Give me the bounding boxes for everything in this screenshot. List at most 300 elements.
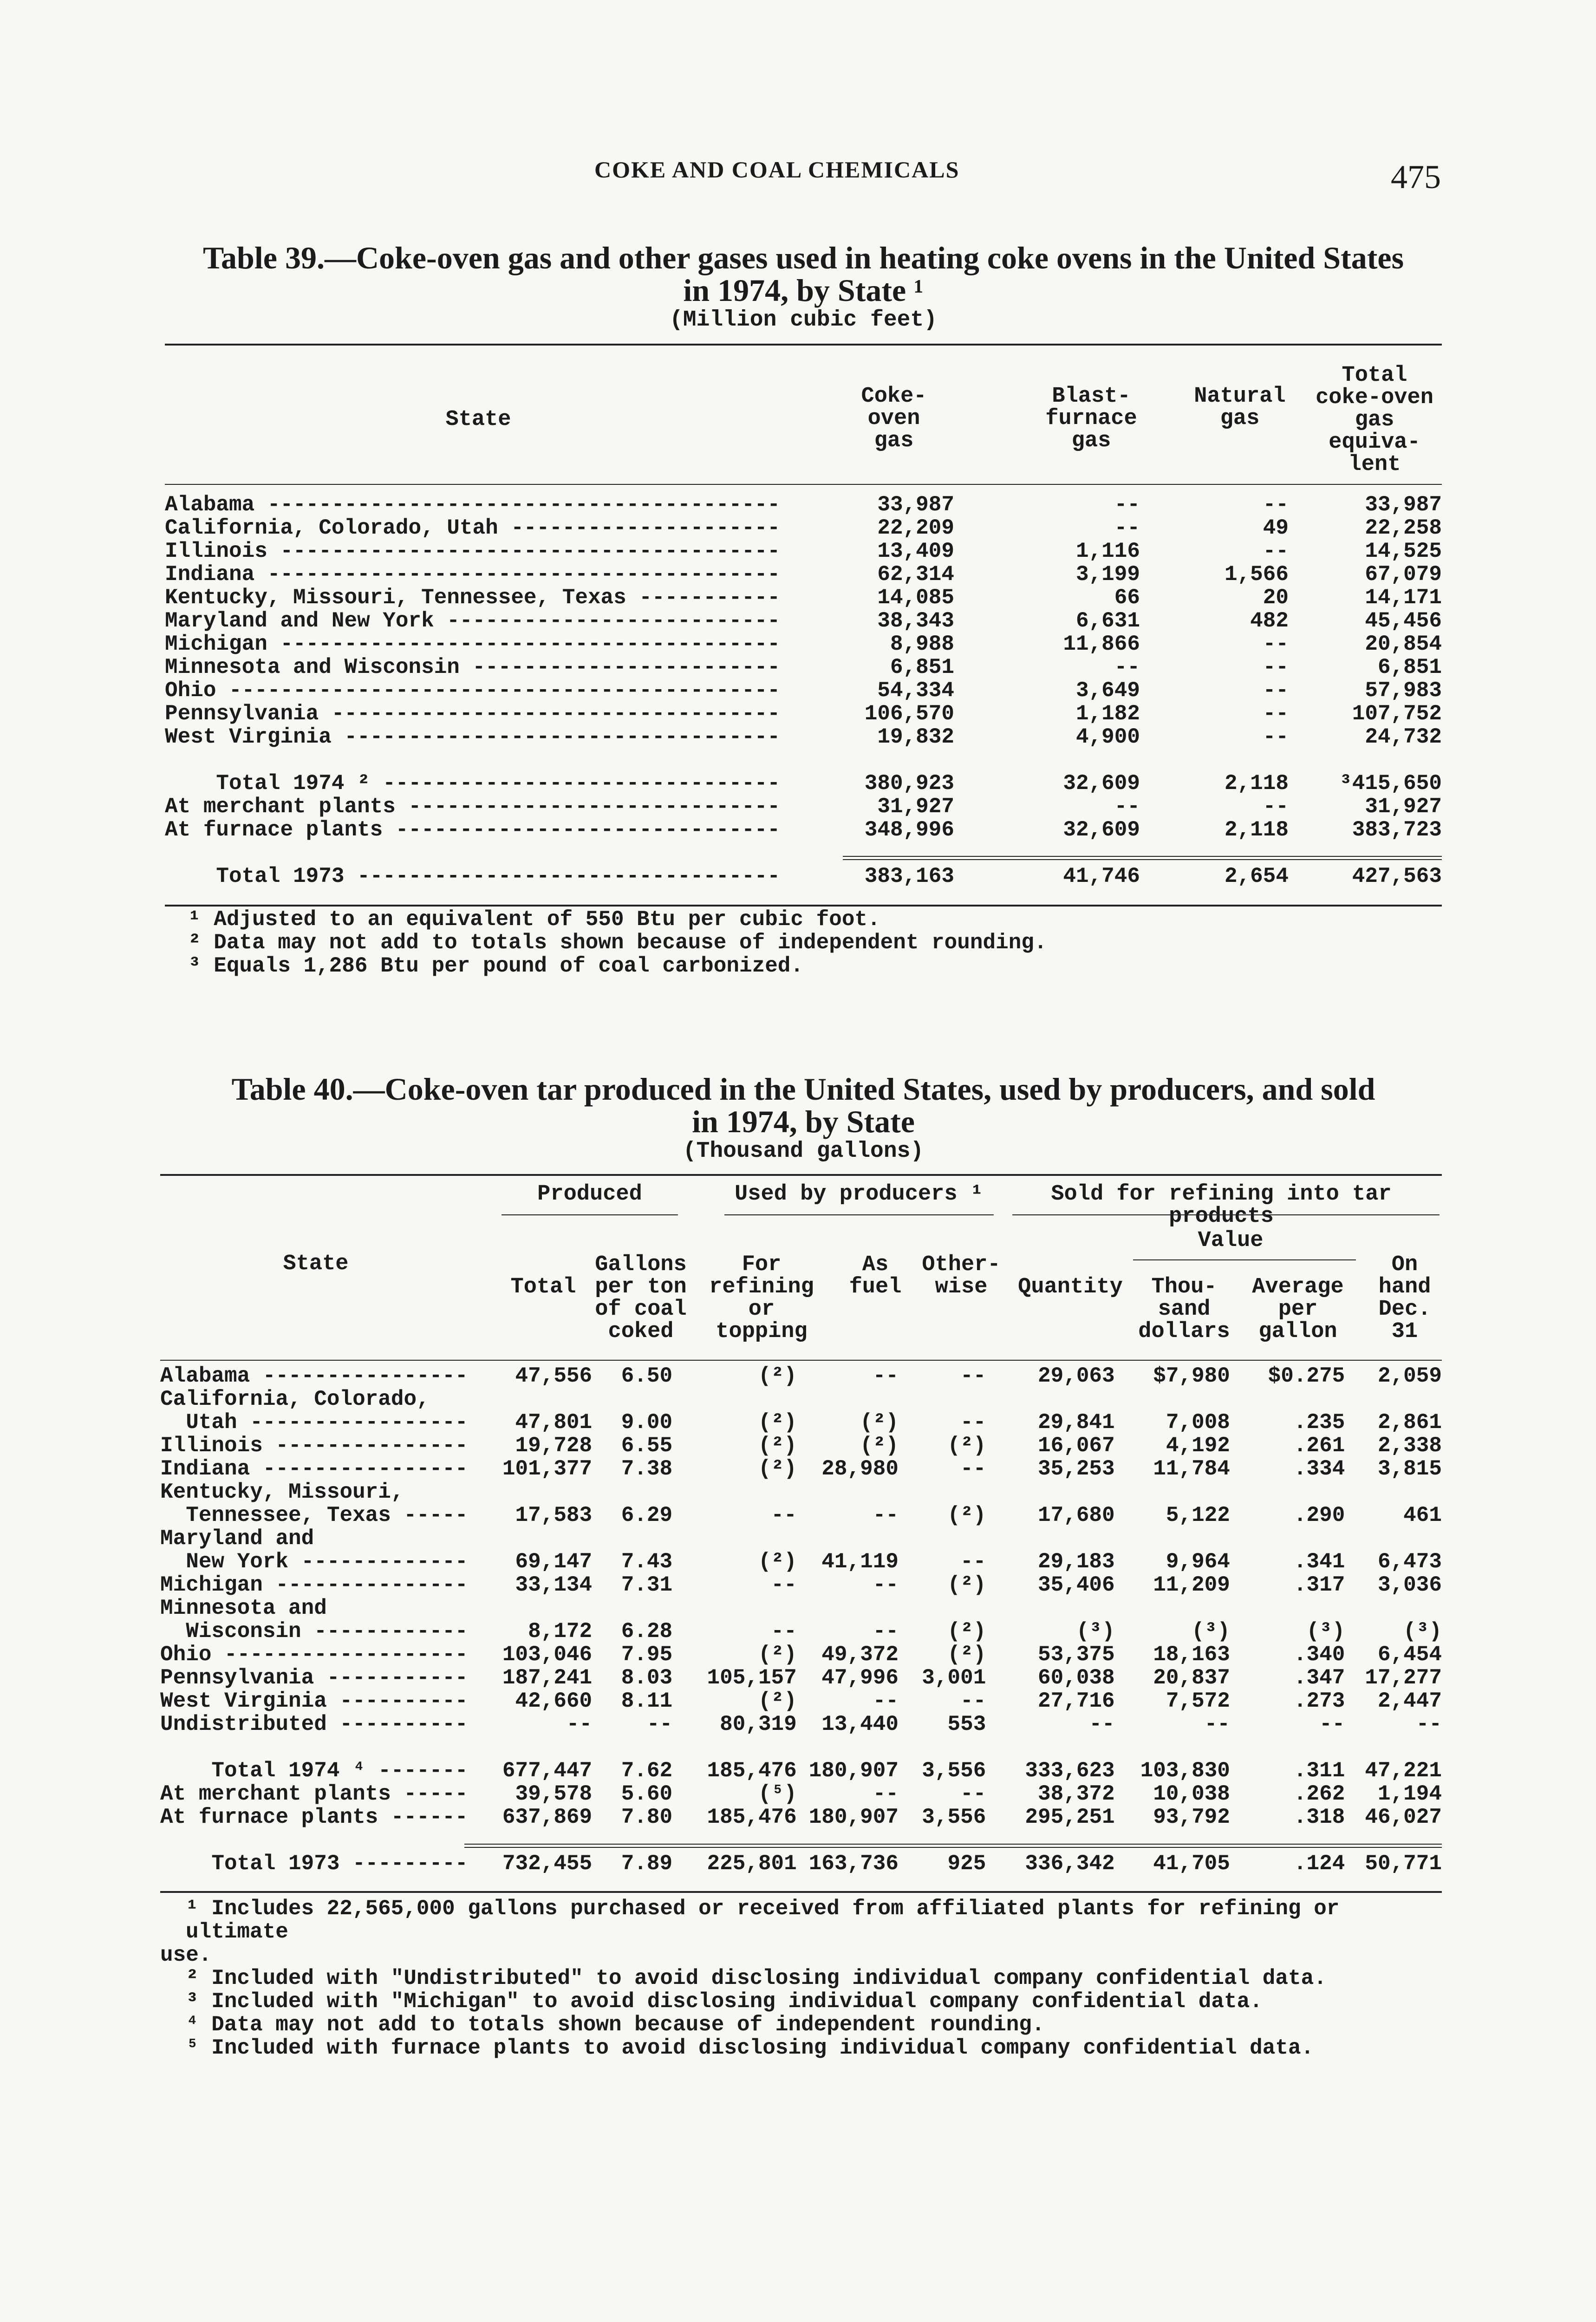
t40-used-underline bbox=[724, 1214, 994, 1215]
table40-top-rule bbox=[160, 1174, 1442, 1176]
cell-coke-oven: 383,163 bbox=[864, 864, 954, 888]
cell-gallons bbox=[592, 1388, 672, 1411]
row-label: Pennsylvania ----------------------------------- bbox=[165, 702, 781, 725]
cell-blast-furnace: -- bbox=[1114, 655, 1140, 679]
cell-average: .318 bbox=[1293, 1805, 1345, 1829]
cell-blast-furnace: -- bbox=[1114, 516, 1140, 540]
cell-natural: -- bbox=[1263, 725, 1289, 749]
table40-row bbox=[160, 1481, 1442, 1504]
table39-title-line2: in 1974, by State ¹ bbox=[683, 273, 924, 308]
table40-row bbox=[160, 1411, 1442, 1434]
table39-row bbox=[165, 563, 1442, 586]
row-label: Utah ----------------- bbox=[160, 1411, 468, 1434]
cell-otherwise bbox=[899, 1597, 986, 1620]
t39-footnote-1: ¹ Adjusted to an equivalent of 550 Btu per cubic foot. bbox=[188, 907, 880, 932]
cell-average bbox=[1230, 1388, 1345, 1411]
row-label: Alabama ---------------- bbox=[160, 1364, 468, 1388]
cell-total: 57,983 bbox=[1365, 678, 1442, 703]
t39-col-blast-furnace: Blast- furnace gas bbox=[1045, 384, 1137, 453]
row-label: West Virginia ---------------------------------- bbox=[165, 725, 781, 749]
table40-row bbox=[160, 1388, 1442, 1411]
cell-otherwise: 3,556 bbox=[922, 1759, 986, 1783]
cell-fuel bbox=[797, 1527, 899, 1550]
table40-row bbox=[160, 1527, 1442, 1550]
cell-quantity: 17,680 bbox=[1038, 1503, 1115, 1527]
cell-blast-furnace: 3,199 bbox=[1075, 562, 1140, 587]
table39-row bbox=[165, 516, 1442, 540]
cell-gallons: 7.62 bbox=[621, 1759, 673, 1783]
cell-fuel: -- bbox=[873, 1364, 899, 1388]
cell-on-hand: 6,454 bbox=[1377, 1643, 1442, 1667]
cell-on-hand: (³) bbox=[1403, 1619, 1442, 1644]
cell-average: .334 bbox=[1293, 1457, 1345, 1481]
cell-on-hand: 2,447 bbox=[1377, 1689, 1442, 1713]
cell-refining: (²) bbox=[758, 1550, 797, 1574]
cell-fuel: (²) bbox=[860, 1434, 899, 1458]
cell-total: 14,171 bbox=[1365, 586, 1442, 610]
table39-footnotes bbox=[188, 908, 1047, 978]
table39-title-line1: Table 39.—Coke-oven gas and other gases used in heating coke ovens in the United States bbox=[202, 240, 1404, 275]
row-label: Wisconsin ------------ bbox=[160, 1620, 468, 1643]
cell-fuel: -- bbox=[873, 1782, 899, 1806]
table40-total-row bbox=[160, 1806, 1442, 1829]
row-label: Ohio ------------------------------------------- bbox=[165, 679, 781, 702]
cell-total: 427,563 bbox=[1352, 864, 1442, 888]
cell-refining bbox=[672, 1527, 797, 1550]
cell-refining: -- bbox=[771, 1573, 797, 1597]
cell-total: 22,258 bbox=[1365, 516, 1442, 540]
row-label: Total 1974 ² ------------------------------- bbox=[165, 772, 781, 795]
cell-gallons: 7.43 bbox=[621, 1550, 673, 1574]
row-spacer bbox=[160, 1736, 1442, 1759]
cell-on-hand: 2,338 bbox=[1377, 1434, 1442, 1458]
table40-row bbox=[160, 1597, 1442, 1620]
cell-average: .262 bbox=[1293, 1782, 1345, 1806]
t40-footnote-4: ⁴ Data may not add to totals shown because of independent rounding. bbox=[186, 2013, 1045, 2037]
cell-coke-oven: 13,409 bbox=[877, 539, 954, 563]
t40-footnote-1-cont: use. bbox=[160, 1943, 212, 1967]
cell-total: 20,854 bbox=[1365, 632, 1442, 656]
cell-thousand: 11,209 bbox=[1153, 1573, 1230, 1597]
cell-gallons: 6.50 bbox=[621, 1364, 673, 1388]
t40-footnote-3: ³ Included with "Michigan" to avoid disclosing individual company confidential data. bbox=[186, 1989, 1263, 2014]
row-label: Illinois --------------------------------------- bbox=[165, 540, 781, 563]
table39-row bbox=[165, 679, 1442, 702]
row-label: Pennsylvania ----------- bbox=[160, 1666, 468, 1689]
cell-total: 67,079 bbox=[1365, 562, 1442, 587]
row-label: West Virginia ---------- bbox=[160, 1689, 468, 1713]
table40-row bbox=[160, 1643, 1442, 1666]
cell-natural: -- bbox=[1263, 795, 1289, 819]
row-label: Michigan --------------- bbox=[160, 1573, 468, 1597]
cell-fuel: 163,736 bbox=[808, 1852, 899, 1876]
cell-coke-oven: 348,996 bbox=[864, 818, 954, 842]
cell-otherwise: (²) bbox=[947, 1573, 986, 1597]
t40-col-fuel: As fuel bbox=[849, 1252, 902, 1299]
cell-thousand: 7,008 bbox=[1166, 1410, 1230, 1435]
cell-average: .341 bbox=[1293, 1550, 1345, 1574]
table40-footnotes bbox=[160, 1897, 1442, 2060]
cell-fuel bbox=[797, 1597, 899, 1620]
cell-fuel: -- bbox=[873, 1503, 899, 1527]
t39-col-state: State bbox=[445, 407, 511, 432]
cell-fuel: 49,372 bbox=[821, 1643, 899, 1667]
cell-natural: 1,566 bbox=[1224, 562, 1289, 587]
cell-refining bbox=[672, 1481, 797, 1504]
cell-thousand: 11,784 bbox=[1153, 1457, 1230, 1481]
cell-average: .340 bbox=[1293, 1643, 1345, 1667]
cell-total: 47,556 bbox=[515, 1364, 593, 1388]
t39-col-natural: Natural gas bbox=[1194, 384, 1286, 431]
table40-row bbox=[160, 1434, 1442, 1457]
t40-col-state: State bbox=[283, 1252, 349, 1276]
cell-refining: (²) bbox=[758, 1364, 797, 1388]
row-label: At merchant plants ----- bbox=[160, 1782, 468, 1806]
cell-blast-furnace: 32,609 bbox=[1063, 818, 1140, 842]
table39-units: (Million cubic feet) bbox=[669, 307, 938, 333]
cell-coke-oven: 54,334 bbox=[877, 678, 954, 703]
cell-gallons bbox=[592, 1597, 672, 1620]
table39-total-row bbox=[165, 818, 1442, 841]
row-label: Total 1973 --------- bbox=[160, 1852, 468, 1875]
table40-units: (Thousand gallons) bbox=[683, 1139, 924, 1164]
cell-total: 42,660 bbox=[515, 1689, 593, 1713]
table39-total-1973-row bbox=[165, 865, 1442, 888]
cell-on-hand bbox=[1345, 1388, 1442, 1411]
cell-total: 6,851 bbox=[1377, 655, 1442, 679]
cell-blast-furnace: 1,116 bbox=[1075, 539, 1140, 563]
row-label: Total 1973 --------------------------------- bbox=[165, 865, 781, 888]
cell-fuel: -- bbox=[873, 1573, 899, 1597]
cell-on-hand bbox=[1345, 1527, 1442, 1550]
cell-thousand: 10,038 bbox=[1153, 1782, 1230, 1806]
cell-otherwise: (²) bbox=[947, 1619, 986, 1644]
cell-gallons: 8.03 bbox=[621, 1666, 673, 1690]
cell-quantity bbox=[986, 1527, 1114, 1550]
t40-col-quantity: Quantity bbox=[1018, 1275, 1123, 1299]
row-label: Maryland and New York -------------------------- bbox=[165, 609, 781, 633]
cell-fuel bbox=[797, 1481, 899, 1504]
cell-otherwise bbox=[899, 1527, 986, 1550]
row-label: Indiana ---------------- bbox=[160, 1457, 468, 1481]
cell-average: -- bbox=[1319, 1712, 1345, 1736]
cell-gallons: 7.89 bbox=[621, 1852, 673, 1876]
cell-coke-oven: 6,851 bbox=[890, 655, 954, 679]
t40-col-average: Average per gallon bbox=[1252, 1275, 1344, 1344]
cell-total: 14,525 bbox=[1365, 539, 1442, 563]
table39-body bbox=[165, 493, 1442, 888]
cell-fuel: 180,907 bbox=[808, 1805, 899, 1829]
cell-blast-furnace: 3,649 bbox=[1075, 678, 1140, 703]
cell-quantity: 38,372 bbox=[1038, 1782, 1115, 1806]
cell-coke-oven: 380,923 bbox=[864, 771, 954, 796]
cell-thousand: 103,830 bbox=[1140, 1759, 1230, 1783]
cell-thousand: 9,964 bbox=[1166, 1550, 1230, 1574]
row-label: At furnace plants ------------------------------ bbox=[165, 818, 781, 841]
cell-fuel: (²) bbox=[860, 1410, 899, 1435]
row-label: Illinois --------------- bbox=[160, 1434, 468, 1457]
cell-natural: -- bbox=[1263, 539, 1289, 563]
cell-natural: -- bbox=[1263, 702, 1289, 726]
cell-otherwise bbox=[899, 1388, 986, 1411]
cell-quantity: 333,623 bbox=[1025, 1759, 1115, 1783]
cell-otherwise: 3,001 bbox=[922, 1666, 986, 1690]
cell-refining: (²) bbox=[758, 1689, 797, 1713]
cell-average: .124 bbox=[1293, 1852, 1345, 1876]
cell-on-hand: 47,221 bbox=[1365, 1759, 1442, 1783]
t40-col-otherwise: Other- wise bbox=[922, 1252, 1001, 1299]
cell-natural: 2,654 bbox=[1224, 864, 1289, 888]
table40-title-line1: Table 40.—Coke-oven tar produced in the United States, used by producers, and sold bbox=[231, 1071, 1375, 1107]
cell-blast-furnace: -- bbox=[1114, 795, 1140, 819]
cell-fuel: -- bbox=[873, 1619, 899, 1644]
row-label: Minnesota and bbox=[160, 1597, 327, 1620]
cell-gallons bbox=[592, 1527, 672, 1550]
cell-natural: 20 bbox=[1263, 586, 1289, 610]
row-spacer bbox=[160, 1829, 1442, 1852]
cell-total: 47,801 bbox=[515, 1410, 593, 1435]
table40-row bbox=[160, 1620, 1442, 1643]
table40-row bbox=[160, 1713, 1442, 1736]
row-label: Michigan --------------------------------------- bbox=[165, 633, 781, 656]
table40-total-rule bbox=[464, 1844, 1442, 1845]
cell-otherwise: -- bbox=[960, 1550, 986, 1574]
cell-quantity: 16,067 bbox=[1038, 1434, 1115, 1458]
cell-gallons: -- bbox=[646, 1712, 673, 1736]
cell-natural: 482 bbox=[1250, 609, 1289, 633]
cell-fuel bbox=[797, 1388, 899, 1411]
t40-value-underline bbox=[1133, 1259, 1356, 1260]
t40-footnote-1: ¹ Includes 22,565,000 gallons purchased or received from affiliated plants for refining or ultimate bbox=[186, 1897, 1340, 1944]
cell-otherwise: -- bbox=[960, 1410, 986, 1435]
cell-total: 187,241 bbox=[502, 1666, 593, 1690]
cell-thousand: 93,792 bbox=[1153, 1805, 1230, 1829]
cell-fuel: 47,996 bbox=[821, 1666, 899, 1690]
cell-refining: (²) bbox=[758, 1434, 797, 1458]
cell-on-hand: 2,861 bbox=[1377, 1410, 1442, 1435]
table39-row bbox=[165, 586, 1442, 609]
cell-total: 17,583 bbox=[515, 1503, 593, 1527]
cell-coke-oven: 8,988 bbox=[890, 632, 954, 656]
cell-refining bbox=[672, 1388, 797, 1411]
table39-row bbox=[165, 633, 1442, 656]
cell-otherwise bbox=[899, 1481, 986, 1504]
cell-thousand: -- bbox=[1204, 1712, 1230, 1736]
cell-total bbox=[468, 1481, 593, 1504]
cell-natural: -- bbox=[1263, 493, 1289, 517]
cell-coke-oven: 33,987 bbox=[877, 493, 954, 517]
t40-col-total: Total bbox=[510, 1275, 576, 1299]
cell-coke-oven: 22,209 bbox=[877, 516, 954, 540]
cell-refining: 185,476 bbox=[707, 1805, 797, 1829]
cell-on-hand: 17,277 bbox=[1365, 1666, 1442, 1690]
cell-natural: -- bbox=[1263, 632, 1289, 656]
row-label: Kentucky, Missouri, Tennessee, Texas ----------- bbox=[165, 586, 781, 609]
table39-bottom-rule bbox=[165, 905, 1442, 907]
cell-otherwise: -- bbox=[960, 1782, 986, 1806]
row-label: New York ------------- bbox=[160, 1550, 468, 1573]
table40-bottom-rule bbox=[160, 1891, 1442, 1893]
cell-thousand: 4,192 bbox=[1166, 1434, 1230, 1458]
cell-quantity bbox=[986, 1597, 1114, 1620]
row-label: Minnesota and Wisconsin ------------------------ bbox=[165, 656, 781, 679]
cell-thousand: 7,572 bbox=[1166, 1689, 1230, 1713]
cell-on-hand: 2,059 bbox=[1377, 1364, 1442, 1388]
cell-total: 19,728 bbox=[515, 1434, 593, 1458]
cell-on-hand: 3,815 bbox=[1377, 1457, 1442, 1481]
row-label: Total 1974 ⁴ ------- bbox=[160, 1759, 468, 1782]
cell-refining: (²) bbox=[758, 1410, 797, 1435]
table39-total-rule-2 bbox=[843, 859, 1442, 860]
cell-on-hand: 1,194 bbox=[1377, 1782, 1442, 1806]
cell-otherwise: 925 bbox=[947, 1852, 986, 1876]
table40-row bbox=[160, 1364, 1442, 1388]
cell-on-hand: -- bbox=[1416, 1712, 1442, 1736]
cell-fuel: 13,440 bbox=[821, 1712, 899, 1736]
cell-total: 24,732 bbox=[1365, 725, 1442, 749]
row-spacer bbox=[165, 749, 1442, 772]
cell-average: .235 bbox=[1293, 1410, 1345, 1435]
cell-quantity: 27,716 bbox=[1038, 1689, 1115, 1713]
cell-total: 383,723 bbox=[1352, 818, 1442, 842]
cell-on-hand: 6,473 bbox=[1377, 1550, 1442, 1574]
cell-blast-furnace: 4,900 bbox=[1075, 725, 1140, 749]
cell-otherwise: 3,556 bbox=[922, 1805, 986, 1829]
table40-row bbox=[160, 1457, 1442, 1481]
cell-otherwise: (²) bbox=[947, 1643, 986, 1667]
cell-otherwise: -- bbox=[960, 1457, 986, 1481]
row-label: Indiana ---------------------------------------- bbox=[165, 563, 781, 586]
cell-total: 8,172 bbox=[528, 1619, 593, 1644]
cell-refining: -- bbox=[771, 1503, 797, 1527]
cell-quantity: 336,342 bbox=[1025, 1852, 1115, 1876]
cell-otherwise: 553 bbox=[947, 1712, 986, 1736]
row-label: Tennessee, Texas ----- bbox=[160, 1504, 468, 1527]
cell-quantity: 35,406 bbox=[1038, 1573, 1115, 1597]
cell-quantity bbox=[986, 1481, 1114, 1504]
cell-gallons: 7.38 bbox=[621, 1457, 673, 1481]
cell-otherwise: -- bbox=[960, 1689, 986, 1713]
cell-average bbox=[1230, 1481, 1345, 1504]
row-label: Alabama ---------------------------------------- bbox=[165, 493, 781, 516]
cell-blast-furnace: 6,631 bbox=[1075, 609, 1140, 633]
row-label: Undistributed ---------- bbox=[160, 1713, 468, 1736]
cell-coke-oven: 106,570 bbox=[864, 702, 954, 726]
cell-gallons: 6.55 bbox=[621, 1434, 673, 1458]
cell-thousand bbox=[1115, 1527, 1230, 1550]
table39-header-rule bbox=[165, 484, 1442, 485]
table39-top-rule bbox=[165, 344, 1442, 346]
cell-quantity: 295,251 bbox=[1025, 1805, 1115, 1829]
cell-coke-oven: 62,314 bbox=[877, 562, 954, 587]
table39-total-row bbox=[165, 772, 1442, 795]
cell-blast-furnace: 41,746 bbox=[1063, 864, 1140, 888]
cell-gallons bbox=[592, 1481, 672, 1504]
cell-average: .273 bbox=[1293, 1689, 1345, 1713]
cell-total: 39,578 bbox=[515, 1782, 593, 1806]
row-label: Maryland and bbox=[160, 1527, 314, 1550]
cell-quantity: 29,063 bbox=[1038, 1364, 1115, 1388]
table40-row bbox=[160, 1504, 1442, 1527]
cell-average: $0.275 bbox=[1268, 1364, 1345, 1388]
cell-refining: 80,319 bbox=[720, 1712, 797, 1736]
cell-coke-oven: 31,927 bbox=[877, 795, 954, 819]
table39-row bbox=[165, 609, 1442, 633]
cell-total bbox=[468, 1527, 593, 1550]
cell-on-hand bbox=[1345, 1597, 1442, 1620]
cell-total: 107,752 bbox=[1352, 702, 1442, 726]
t39-footnote-2: ² Data may not add to totals shown because of independent rounding. bbox=[188, 931, 1047, 955]
cell-quantity: 29,841 bbox=[1038, 1410, 1115, 1435]
cell-gallons: 7.80 bbox=[621, 1805, 673, 1829]
cell-fuel: 28,980 bbox=[821, 1457, 899, 1481]
cell-refining: -- bbox=[771, 1619, 797, 1644]
cell-total: 677,447 bbox=[502, 1759, 593, 1783]
cell-average: .317 bbox=[1293, 1573, 1345, 1597]
cell-average: .290 bbox=[1293, 1503, 1345, 1527]
cell-fuel: 41,119 bbox=[821, 1550, 899, 1574]
t40-footnote-5: ⁵ Included with furnace plants to avoid disclosing individual company confidential data. bbox=[186, 2036, 1314, 2060]
cell-fuel: 180,907 bbox=[808, 1759, 899, 1783]
cell-quantity bbox=[986, 1388, 1114, 1411]
table40-total-row bbox=[160, 1759, 1442, 1782]
cell-average bbox=[1230, 1597, 1345, 1620]
cell-total: 101,377 bbox=[502, 1457, 593, 1481]
t39-footnote-3: ³ Equals 1,286 Btu per pound of coal carbonized. bbox=[188, 954, 804, 978]
cell-total: 33,134 bbox=[515, 1573, 593, 1597]
t40-col-gallons: Gallons per ton of coal coked bbox=[595, 1252, 687, 1344]
t40-sold-underline bbox=[1012, 1214, 1440, 1215]
cell-thousand bbox=[1115, 1597, 1230, 1620]
table39-row bbox=[165, 656, 1442, 679]
cell-blast-furnace: 32,609 bbox=[1063, 771, 1140, 796]
cell-blast-furnace: 11,866 bbox=[1063, 632, 1140, 656]
t39-col-total: Total coke-oven gas equiva- lent bbox=[1316, 363, 1433, 477]
cell-thousand: (³) bbox=[1192, 1619, 1230, 1644]
cell-total: -- bbox=[566, 1712, 593, 1736]
table40-total-row bbox=[160, 1782, 1442, 1806]
cell-quantity: 29,183 bbox=[1038, 1550, 1115, 1574]
cell-otherwise: (²) bbox=[947, 1503, 986, 1527]
table39-row bbox=[165, 493, 1442, 516]
table40-row bbox=[160, 1689, 1442, 1713]
t40-group-sold: Sold for refining into tar products bbox=[1051, 1182, 1392, 1229]
table39-total-rule bbox=[843, 856, 1442, 857]
table40-body bbox=[160, 1364, 1442, 1875]
cell-thousand bbox=[1115, 1388, 1230, 1411]
t40-col-on-hand: On hand Dec. 31 bbox=[1378, 1252, 1431, 1344]
cell-gallons: 7.31 bbox=[621, 1573, 673, 1597]
cell-on-hand: 46,027 bbox=[1365, 1805, 1442, 1829]
cell-quantity: 60,038 bbox=[1038, 1666, 1115, 1690]
row-label: California, Colorado, Utah --------------------- bbox=[165, 516, 781, 540]
table39-row bbox=[165, 725, 1442, 749]
cell-total: 69,147 bbox=[515, 1550, 593, 1574]
cell-gallons: 6.28 bbox=[621, 1619, 673, 1644]
cell-coke-oven: 19,832 bbox=[877, 725, 954, 749]
cell-gallons: 6.29 bbox=[621, 1503, 673, 1527]
cell-refining: (²) bbox=[758, 1643, 797, 1667]
row-label: At merchant plants ----------------------------- bbox=[165, 795, 781, 818]
table39-row bbox=[165, 540, 1442, 563]
cell-coke-oven: 38,343 bbox=[877, 609, 954, 633]
cell-refining: 225,801 bbox=[707, 1852, 797, 1876]
cell-average: (³) bbox=[1306, 1619, 1345, 1644]
cell-natural: -- bbox=[1263, 678, 1289, 703]
cell-on-hand: 50,771 bbox=[1365, 1852, 1442, 1876]
cell-thousand: 41,705 bbox=[1153, 1852, 1230, 1876]
t40-group-used: Used by producers ¹ bbox=[735, 1182, 984, 1207]
